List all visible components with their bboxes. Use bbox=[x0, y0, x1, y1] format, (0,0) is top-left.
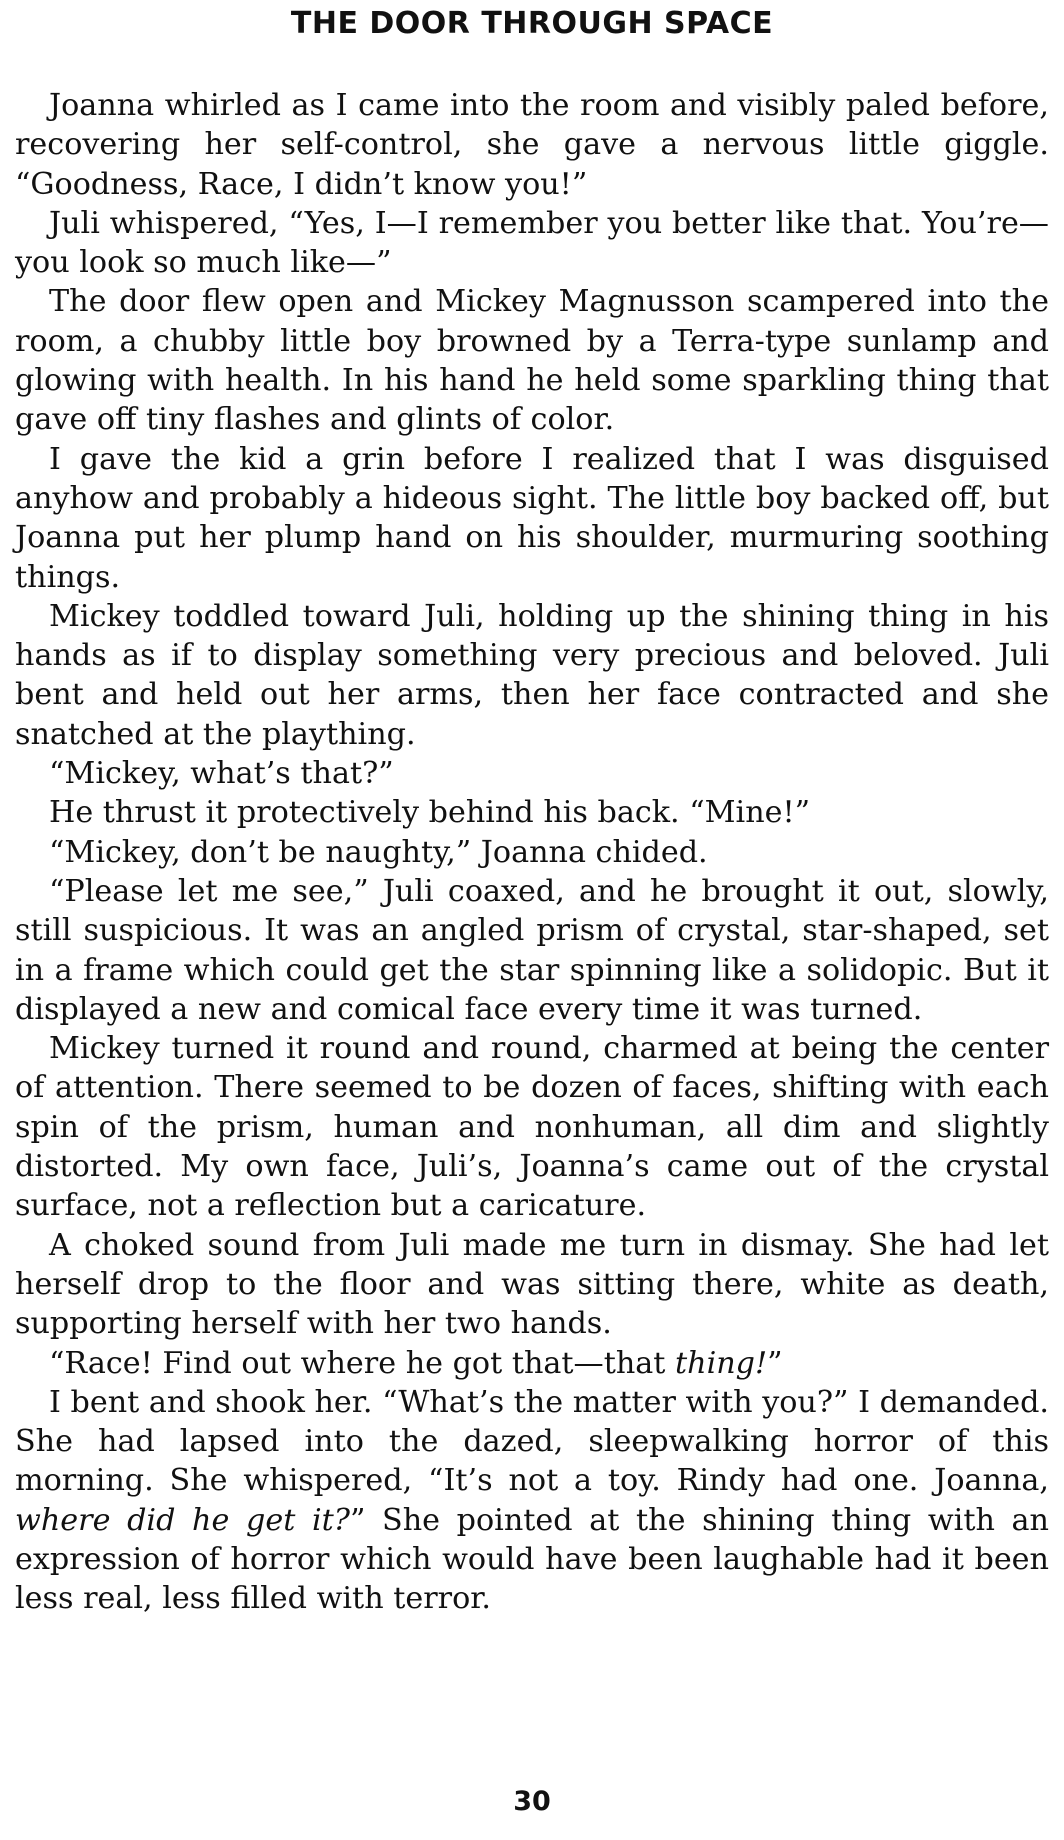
paragraph bbox=[15, 793, 1049, 832]
paragraph bbox=[15, 872, 1049, 1029]
paragraph-text: Mickey turned it round and round, charmed at being the center of attention. There seemed to be dozen of faces, shifting with each spin of the prism, human and nonhuman, all dim and slightly distorted. My own face, Juli’s, Joanna’s came out of the crystal surface, not a reflection but a caricature. bbox=[15, 1031, 1049, 1224]
paragraph bbox=[15, 204, 1049, 283]
paragraph-text: Juli whispered, “Yes, I—I remember you better like that. You’re—you look so much like—” bbox=[15, 205, 1049, 281]
italic-emphasis: where did he get it? bbox=[15, 1502, 350, 1538]
paragraph-text: “Mickey, don’t be naughty,” Joanna chided. bbox=[49, 834, 708, 870]
paragraph bbox=[15, 597, 1049, 754]
paragraph bbox=[15, 86, 1049, 204]
paragraph bbox=[15, 1383, 1049, 1619]
paragraph-text: Mickey toddled toward Juli, holding up the shining thing in his hands as if to display something very precious and beloved. Juli bent and held out her arms, then her face contracted and she snatched at the plaything. bbox=[15, 598, 1049, 752]
paragraph-text: Joanna whirled as I came into the room and visibly paled before, recovering her self-control, she gave a nervous little giggle. “Goodness, Race, I didn’t know you!” bbox=[15, 88, 1049, 202]
paragraph-text: ” She pointed at the shining thing with an expression of horror which would have been laughable had it been less real, less filled with terror. bbox=[15, 1502, 1049, 1617]
paragraph-text: “Please let me see,” Juli coaxed, and he brought it out, slowly, still suspicious. It was an angled prism of crystal, star-shaped, set in a frame which could get the star spinning like a solidopic. But it displayed a new and comical face every time it was turned. bbox=[15, 873, 1049, 1027]
paragraph-text: “Mickey, what’s that?” bbox=[49, 756, 394, 792]
paragraph-text: “Race! Find out where he got that—that bbox=[49, 1345, 676, 1381]
paragraph-text: The door flew open and Mickey Magnusson scampered into the room, a chubby little boy browned by a Terra-type sunlamp and glowing with health. In his hand he held some sparkling thing that gave off tiny flashes and glints of color. bbox=[15, 284, 1049, 438]
italic-emphasis: thing! bbox=[675, 1345, 768, 1381]
paragraph bbox=[15, 754, 1049, 793]
body-text bbox=[15, 86, 1049, 1619]
page-number: 30 bbox=[513, 1786, 551, 1817]
paragraph-text: ” bbox=[767, 1345, 783, 1381]
running-head: THE DOOR THROUGH SPACE bbox=[290, 6, 774, 41]
paragraph bbox=[15, 440, 1049, 597]
paragraph bbox=[15, 282, 1049, 439]
paragraph bbox=[15, 1226, 1049, 1344]
paragraph-text: A choked sound from Juli made me turn in dismay. She had let herself drop to the floor and was sitting there, white as death, supporting herself with her two hands. bbox=[15, 1227, 1049, 1342]
paragraph-text: He thrust it protectively behind his back. “Mine!” bbox=[49, 795, 811, 831]
paragraph-text: I gave the kid a grin before I realized that I was disguised anyhow and probably a hideous sight. The little boy backed off, but Joanna put her plump hand on his shoulder, murmuring soothing things. bbox=[15, 441, 1049, 595]
paragraph bbox=[15, 833, 1049, 872]
paragraph bbox=[15, 1029, 1049, 1225]
paragraph-text: I bent and shook her. “What’s the matter with you?” I demanded. She had lapsed into the dazed, sleepwalking horror of this morning. She whispered, “It’s not a toy. Rindy had one. Joanna, bbox=[15, 1384, 1049, 1499]
paragraph bbox=[15, 1344, 1049, 1383]
